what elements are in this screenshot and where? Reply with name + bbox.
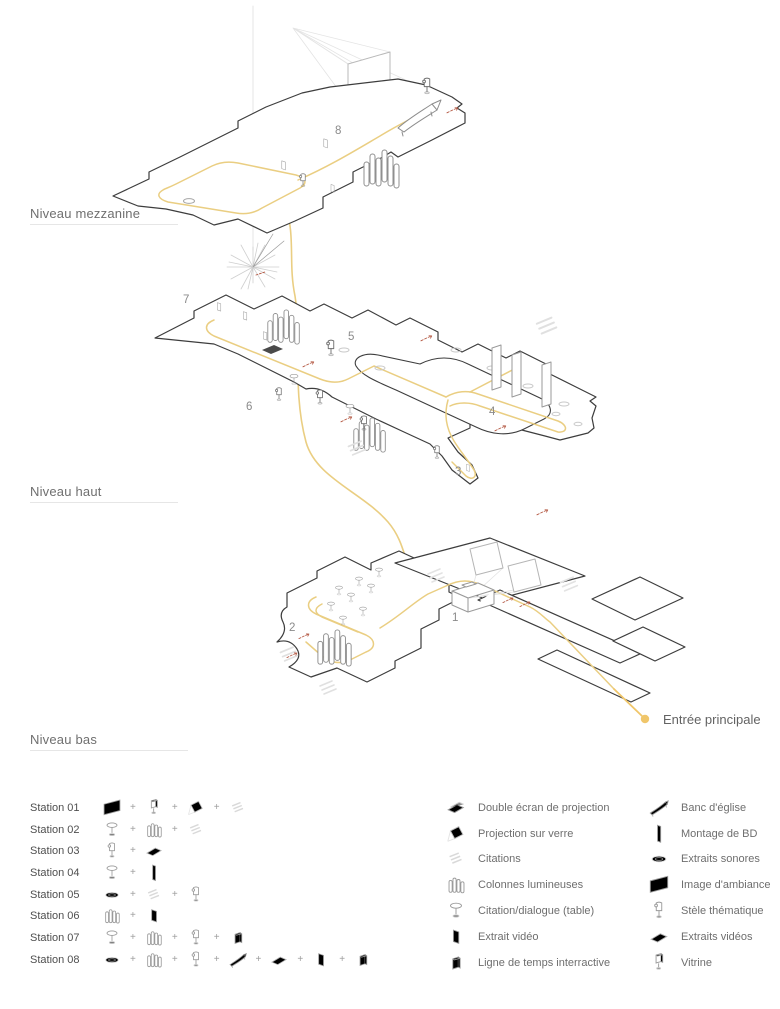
- plus-separator: +: [171, 953, 178, 965]
- entrance-dot: [641, 715, 649, 723]
- plus-separator: +: [171, 801, 178, 813]
- legend-key-row: [648, 898, 771, 924]
- station-01-icons: [102, 798, 248, 818]
- station-06-icons: [102, 906, 164, 926]
- key-label: Double écran de projection: [478, 801, 610, 814]
- plus-separator: +: [171, 931, 178, 943]
- station-08-label: Station 08: [30, 953, 80, 966]
- level-underline: [30, 750, 188, 751]
- legend-key-row: [445, 924, 610, 950]
- key-icon-slot: [445, 952, 467, 974]
- key-icon-slot: [445, 823, 467, 845]
- key-label: Extraits vidéos: [681, 930, 753, 943]
- stele-icon: [102, 841, 122, 861]
- station-02-icons: [102, 820, 206, 840]
- legend-key-row: [648, 847, 771, 873]
- extraits-sonores-icon: [102, 950, 122, 970]
- key-label: Extraits sonores: [681, 853, 760, 866]
- ligne-temps-icon: [353, 950, 373, 970]
- stele-icon: [433, 446, 439, 459]
- station-4-number: 4: [489, 406, 496, 418]
- ligne-temps-icon: [445, 952, 467, 974]
- haut-floor: [155, 295, 596, 515]
- citations-icon: [228, 798, 248, 818]
- plus-separator: +: [171, 823, 178, 835]
- key-icon-slot: [648, 926, 670, 948]
- entrance-label: Entrée principale: [663, 712, 761, 727]
- key-label: Stèle thématique: [681, 905, 764, 918]
- station-04-label: Station 04: [30, 866, 80, 879]
- key-icon-slot: [445, 900, 467, 922]
- station-03-icons: [102, 841, 164, 861]
- plus-separator: +: [255, 953, 262, 965]
- legend-key-row: [648, 872, 771, 898]
- station-3-number: 3: [455, 466, 462, 478]
- station-03-label: Station 03: [30, 845, 80, 858]
- key-label: Citations: [478, 853, 521, 866]
- key-icon-slot: [648, 874, 670, 896]
- station-08-icons: [102, 950, 373, 970]
- plus-separator: +: [130, 910, 136, 922]
- station-05-label: Station 05: [30, 888, 80, 901]
- table-icon: [102, 928, 122, 948]
- station-02-label: Station 02: [30, 823, 80, 836]
- plus-separator: +: [130, 866, 136, 878]
- level-label-haut: Niveau haut: [30, 484, 102, 499]
- direction-arrow-icon: [537, 510, 548, 515]
- stele-icon: [316, 390, 322, 404]
- double-ecran-icon: [445, 797, 467, 819]
- key-icon-slot: [648, 952, 670, 974]
- station-05-icons: [102, 885, 206, 905]
- station-07-icons: [102, 928, 248, 948]
- legend-key-row: [648, 821, 771, 847]
- ligne-temps-icon: [228, 928, 248, 948]
- citations-icon: [144, 885, 164, 905]
- image-ambiance-icon: [102, 798, 122, 818]
- key-icon-slot: [648, 900, 670, 922]
- key-label: Ligne de temps interractive: [478, 956, 611, 969]
- colonnes-icon: [144, 820, 164, 840]
- plus-separator: +: [213, 801, 220, 813]
- station-5-number: 5: [348, 331, 355, 343]
- plus-separator: +: [213, 931, 220, 943]
- stele-icon: [648, 900, 670, 922]
- citations-icon: [445, 848, 467, 870]
- level-underline: [30, 224, 178, 225]
- legend-station-row: [30, 927, 373, 949]
- extraits-videos-icon: [269, 950, 289, 970]
- table-icon: [102, 820, 122, 840]
- key-label: Image d'ambiance: [681, 879, 771, 892]
- station-8-number: 8: [335, 125, 342, 137]
- citations-hatch-icon: [320, 681, 336, 694]
- plus-separator: +: [130, 823, 136, 835]
- stele-icon: [186, 928, 206, 948]
- legend-key-column-2: [648, 795, 771, 976]
- legend-key-row: [445, 847, 610, 873]
- plus-separator: +: [130, 888, 136, 900]
- key-label: Citation/dialogue (table): [478, 905, 595, 918]
- legend-key-row: [445, 872, 610, 898]
- banc-icon: [648, 797, 670, 819]
- level-label-bas: Niveau bas: [30, 732, 98, 747]
- stele-icon: [275, 388, 281, 401]
- table-icon: [102, 863, 122, 883]
- legend-station-row: [30, 840, 373, 862]
- vitrine-icon: [144, 798, 164, 818]
- key-label: Extrait vidéo: [478, 930, 539, 943]
- plus-separator: +: [297, 953, 304, 965]
- stations-legend: [30, 797, 373, 971]
- stele-icon: [186, 885, 206, 905]
- station-07-label: Station 07: [30, 931, 80, 944]
- image-ambiance-icon: [648, 874, 670, 896]
- extraits-videos-icon: [144, 841, 164, 861]
- extraits-sonores-icon: [648, 848, 670, 870]
- key-icon-slot: [445, 926, 467, 948]
- citations-icon: [186, 820, 206, 840]
- projection-verre-icon: [186, 798, 206, 818]
- level-label-mezzanine: Niveau mezzanine: [30, 206, 141, 221]
- chandelier-starburst-icon: [227, 234, 284, 289]
- colonnes-icon: [445, 874, 467, 896]
- station-1-number: 1: [452, 612, 459, 624]
- projection-verre-icon: [445, 823, 467, 845]
- key-icon-slot: [445, 848, 467, 870]
- direction-arrow-icon: [341, 417, 352, 422]
- banc-icon: [228, 950, 248, 970]
- key-icon-slot: [648, 848, 670, 870]
- legend-station-row: [30, 905, 373, 927]
- station-06-label: Station 06: [30, 910, 80, 923]
- plus-separator: +: [339, 953, 346, 965]
- legend-key-row: [648, 924, 771, 950]
- colonnes-icon: [144, 950, 164, 970]
- key-label: Colonnes lumineuses: [478, 879, 584, 892]
- key-icon-slot: [445, 797, 467, 819]
- key-label: Banc d'église: [681, 801, 747, 814]
- legend-station-row: [30, 819, 373, 841]
- legend-key-row: [445, 950, 610, 976]
- key-icon-slot: [445, 874, 467, 896]
- level-underline: [30, 502, 178, 503]
- key-label: Montage de BD: [681, 827, 758, 840]
- station-2-number: 2: [289, 622, 296, 634]
- extrait-video-icon: [144, 906, 164, 926]
- plus-separator: +: [130, 953, 136, 965]
- extraits-sonores-icon: [102, 885, 122, 905]
- extrait-video-icon: [445, 926, 467, 948]
- legend-key-row: [648, 950, 771, 976]
- colonnes-icon: [144, 928, 164, 948]
- extraits-videos-icon: [648, 926, 670, 948]
- legend-station-row: [30, 949, 373, 971]
- legend-key-row: [445, 795, 610, 821]
- station-01-label: Station 01: [30, 801, 80, 814]
- legend-station-row: [30, 862, 373, 884]
- stele-icon: [186, 950, 206, 970]
- legend-key-row: [445, 898, 610, 924]
- montage-bd-icon: [648, 823, 670, 845]
- station-7-number: 7: [183, 294, 190, 306]
- extrait-video-icon: [311, 950, 331, 970]
- plus-separator: +: [130, 931, 136, 943]
- vitrine-icon: [648, 952, 670, 974]
- plus-separator: +: [213, 953, 220, 965]
- table-icon: [445, 900, 467, 922]
- legend-station-row: [30, 797, 373, 819]
- plus-separator: +: [171, 888, 178, 900]
- key-label: Vitrine: [681, 956, 712, 969]
- legend-key-row: [648, 795, 771, 821]
- key-icon-slot: [648, 823, 670, 845]
- legend-key-column-1: [445, 795, 610, 976]
- key-icon-slot: [648, 797, 670, 819]
- legend-key-row: [445, 821, 610, 847]
- bas-floor: [277, 538, 685, 702]
- citations-hatch-icon: [537, 318, 557, 334]
- colonnes-icon: [102, 906, 122, 926]
- station-6-number: 6: [246, 401, 253, 413]
- key-label: Projection sur verre: [478, 827, 574, 840]
- station-04-icons: [102, 863, 164, 883]
- plus-separator: +: [130, 801, 136, 813]
- plus-separator: +: [130, 845, 136, 857]
- montage-bd-icon: [144, 863, 164, 883]
- legend-station-row: [30, 884, 373, 906]
- dialogue-table-icon: [346, 404, 354, 414]
- mezzanine-floor: [113, 78, 465, 233]
